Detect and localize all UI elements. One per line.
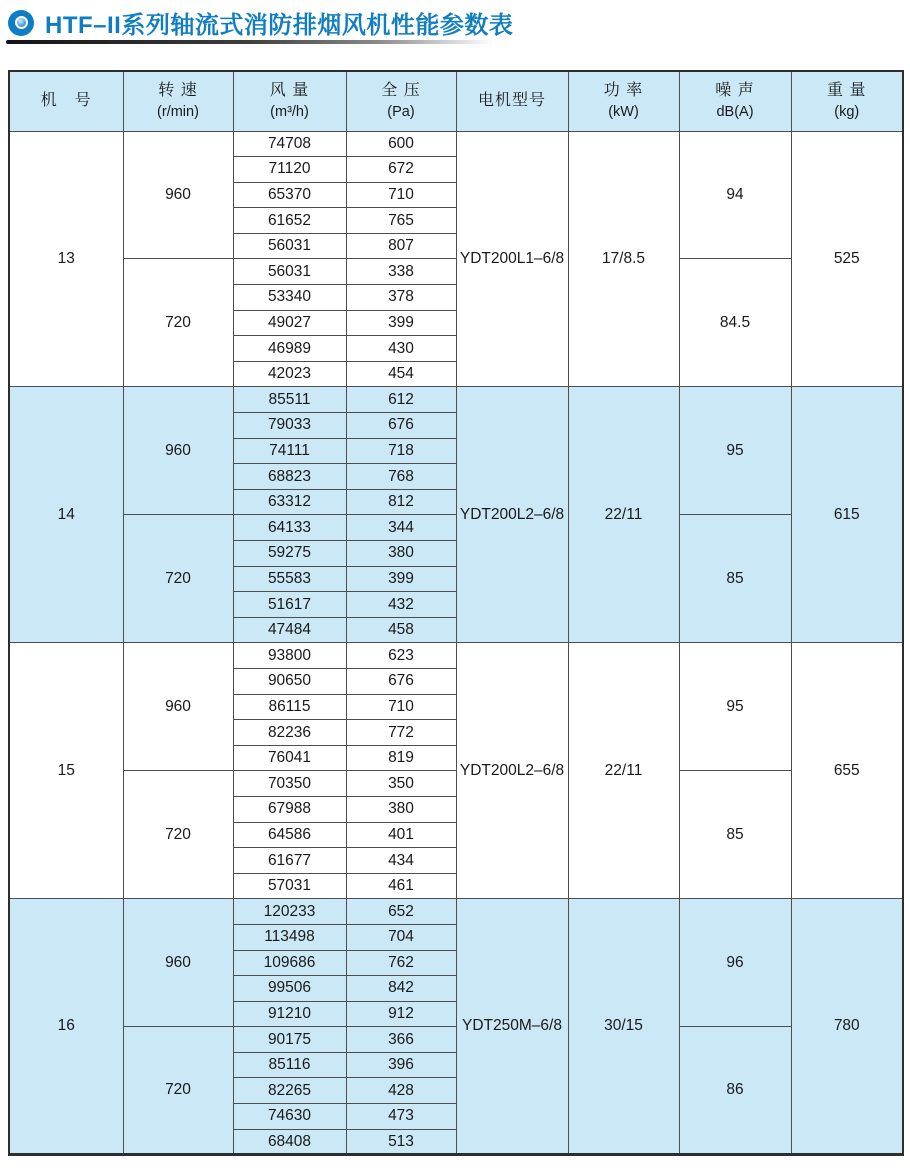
noise-cell: 94	[679, 131, 791, 259]
airflow-cell: 120233	[233, 899, 346, 925]
airflow-cell: 61677	[233, 848, 346, 874]
airflow-cell: 76041	[233, 745, 346, 771]
speed-cell: 960	[123, 643, 233, 771]
airflow-cell: 65370	[233, 182, 346, 208]
pressure-cell: 380	[346, 541, 456, 567]
motor-model-cell: YDT200L2–6/8	[456, 643, 568, 899]
airflow-cell: 74111	[233, 438, 346, 464]
airflow-cell: 63312	[233, 489, 346, 515]
pressure-cell: 652	[346, 899, 456, 925]
pressure-cell: 401	[346, 822, 456, 848]
airflow-cell: 49027	[233, 310, 346, 336]
airflow-cell: 90650	[233, 668, 346, 694]
pressure-cell: 366	[346, 1027, 456, 1053]
airflow-cell: 68408	[233, 1129, 346, 1155]
noise-cell: 85	[679, 771, 791, 899]
motor-model-cell: YDT200L1–6/8	[456, 131, 568, 387]
noise-cell: 95	[679, 643, 791, 771]
speed-cell: 720	[123, 259, 233, 387]
pressure-cell: 378	[346, 285, 456, 311]
pressure-cell: 676	[346, 668, 456, 694]
speed-cell: 720	[123, 771, 233, 899]
airflow-cell: 57031	[233, 873, 346, 899]
airflow-cell: 109686	[233, 950, 346, 976]
pressure-cell: 513	[346, 1129, 456, 1155]
weight-cell: 615	[791, 387, 903, 643]
noise-cell: 84.5	[679, 259, 791, 387]
pressure-cell: 399	[346, 310, 456, 336]
pressure-cell: 842	[346, 976, 456, 1002]
pressure-cell: 430	[346, 336, 456, 362]
pressure-cell: 762	[346, 950, 456, 976]
header-power: 功 率 (kW)	[568, 71, 679, 131]
airflow-cell: 64133	[233, 515, 346, 541]
model-no-cell: 14	[9, 387, 123, 643]
target-bullet-icon	[8, 10, 34, 36]
header-motor-model: 电机型号	[456, 71, 568, 131]
pressure-cell: 454	[346, 361, 456, 387]
motor-model-cell: YDT200L2–6/8	[456, 387, 568, 643]
airflow-cell: 85511	[233, 387, 346, 413]
pressure-cell: 623	[346, 643, 456, 669]
pressure-cell: 710	[346, 694, 456, 720]
power-cell: 22/11	[568, 643, 679, 899]
pressure-cell: 350	[346, 771, 456, 797]
pressure-cell: 432	[346, 592, 456, 618]
pressure-cell: 704	[346, 924, 456, 950]
page-title-row	[0, 0, 910, 39]
header-row	[9, 71, 903, 131]
noise-cell: 86	[679, 1027, 791, 1155]
header-airflow: 风 量 (m³/h)	[233, 71, 346, 131]
pressure-cell: 710	[346, 182, 456, 208]
model-no-cell: 16	[9, 899, 123, 1155]
pressure-cell: 912	[346, 1001, 456, 1027]
pressure-cell: 344	[346, 515, 456, 541]
pressure-cell: 338	[346, 259, 456, 285]
fan-performance-table	[8, 70, 904, 1156]
model-no-cell: 15	[9, 643, 123, 899]
pressure-cell: 461	[346, 873, 456, 899]
airflow-cell: 90175	[233, 1027, 346, 1053]
airflow-cell: 68823	[233, 464, 346, 490]
header-pressure: 全 压 (Pa)	[346, 71, 456, 131]
airflow-cell: 61652	[233, 208, 346, 234]
page-title: HTF–II系列轴流式消防排烟风机性能参数表	[45, 12, 514, 39]
airflow-cell: 70350	[233, 771, 346, 797]
pressure-cell: 768	[346, 464, 456, 490]
pressure-cell: 396	[346, 1052, 456, 1078]
pressure-cell: 765	[346, 208, 456, 234]
pressure-cell: 600	[346, 131, 456, 157]
airflow-cell: 55583	[233, 566, 346, 592]
noise-cell: 85	[679, 515, 791, 643]
airflow-cell: 46989	[233, 336, 346, 362]
airflow-cell: 93800	[233, 643, 346, 669]
speed-cell: 960	[123, 387, 233, 515]
airflow-cell: 42023	[233, 361, 346, 387]
airflow-cell: 74630	[233, 1104, 346, 1130]
pressure-cell: 399	[346, 566, 456, 592]
pressure-cell: 428	[346, 1078, 456, 1104]
speed-cell: 960	[123, 131, 233, 259]
header-noise: 噪 声 dB(A)	[679, 71, 791, 131]
table-row	[9, 131, 903, 157]
pressure-cell: 380	[346, 796, 456, 822]
airflow-cell: 86115	[233, 694, 346, 720]
airflow-cell: 56031	[233, 233, 346, 259]
header-weight: 重 量 (kg)	[791, 71, 903, 131]
pressure-cell: 812	[346, 489, 456, 515]
airflow-cell: 71120	[233, 157, 346, 183]
pressure-cell: 672	[346, 157, 456, 183]
power-cell: 17/8.5	[568, 131, 679, 387]
pressure-cell: 612	[346, 387, 456, 413]
pressure-cell: 458	[346, 617, 456, 643]
power-cell: 22/11	[568, 387, 679, 643]
weight-cell: 780	[791, 899, 903, 1155]
table-row	[9, 643, 903, 669]
airflow-cell: 53340	[233, 285, 346, 311]
airflow-cell: 47484	[233, 617, 346, 643]
airflow-cell: 82265	[233, 1078, 346, 1104]
power-cell: 30/15	[568, 899, 679, 1155]
airflow-cell: 59275	[233, 541, 346, 567]
pressure-cell: 819	[346, 745, 456, 771]
airflow-cell: 82236	[233, 720, 346, 746]
airflow-cell: 85116	[233, 1052, 346, 1078]
pressure-cell: 473	[346, 1104, 456, 1130]
table-header	[9, 71, 903, 131]
airflow-cell: 64586	[233, 822, 346, 848]
pressure-cell: 772	[346, 720, 456, 746]
airflow-cell: 91210	[233, 1001, 346, 1027]
motor-model-cell: YDT250M–6/8	[456, 899, 568, 1155]
airflow-cell: 51617	[233, 592, 346, 618]
table-row	[9, 387, 903, 413]
noise-cell: 95	[679, 387, 791, 515]
speed-cell: 720	[123, 1027, 233, 1155]
speed-cell: 960	[123, 899, 233, 1027]
pressure-cell: 718	[346, 438, 456, 464]
noise-cell: 96	[679, 899, 791, 1027]
weight-cell: 655	[791, 643, 903, 899]
pressure-cell: 676	[346, 413, 456, 439]
table-row	[9, 899, 903, 925]
pressure-cell: 807	[346, 233, 456, 259]
airflow-cell: 99506	[233, 976, 346, 1002]
speed-cell: 720	[123, 515, 233, 643]
pressure-cell: 434	[346, 848, 456, 874]
model-no-cell: 13	[9, 131, 123, 387]
header-speed: 转 速 (r/min)	[123, 71, 233, 131]
title-underline-rule	[6, 40, 536, 44]
airflow-cell: 79033	[233, 413, 346, 439]
airflow-cell: 74708	[233, 131, 346, 157]
airflow-cell: 56031	[233, 259, 346, 285]
airflow-cell: 67988	[233, 796, 346, 822]
airflow-cell: 113498	[233, 924, 346, 950]
fan-table-body	[9, 131, 903, 1155]
weight-cell: 525	[791, 131, 903, 387]
header-model-no: 机 号	[9, 71, 123, 131]
